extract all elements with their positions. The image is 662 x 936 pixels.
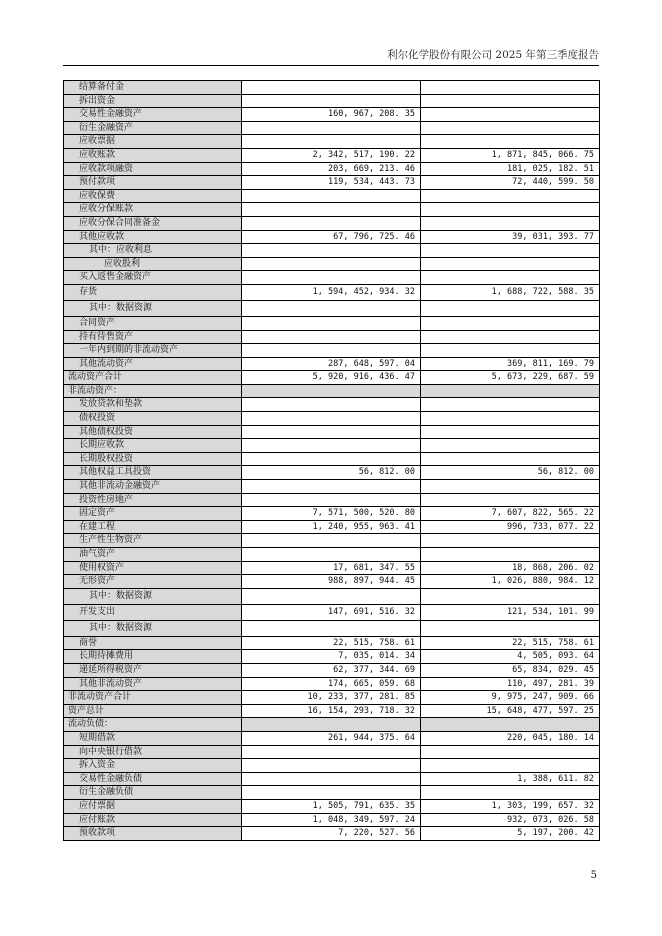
- row-label: 其他权益工具投资: [64, 466, 242, 480]
- row-label: 应收股利: [64, 257, 242, 271]
- document-header: 利尔化学股份有限公司 2025 年第三季度报告: [387, 49, 599, 61]
- current-period-value: 988, 897, 944. 45: [242, 575, 421, 589]
- row-label: 预收款项: [64, 827, 242, 841]
- row-label: 买入返售金融资产: [64, 271, 242, 285]
- row-label: 非流动资产：: [64, 384, 242, 398]
- table-row: [64, 534, 600, 548]
- current-period-value: [242, 620, 421, 636]
- row-label: 预付款项: [64, 176, 242, 190]
- table-row: [64, 691, 600, 705]
- row-label: 其中：应收利息: [64, 244, 242, 258]
- table-row: [64, 677, 600, 691]
- current-period-value: 7, 571, 500, 520. 80: [242, 507, 421, 521]
- prior-period-value: [421, 300, 600, 316]
- current-period-value: 160, 967, 208. 35: [242, 108, 421, 122]
- prior-period-value: [421, 480, 600, 494]
- table-row: [64, 284, 600, 300]
- prior-period-value: [421, 384, 600, 398]
- prior-period-value: [421, 257, 600, 271]
- current-period-value: 147, 691, 516. 32: [242, 604, 421, 620]
- current-period-value: [242, 121, 421, 135]
- prior-period-value: 5, 673, 229, 687. 59: [421, 371, 600, 385]
- current-period-value: 67, 796, 725. 46: [242, 230, 421, 244]
- current-period-value: [242, 439, 421, 453]
- prior-period-value: [421, 439, 600, 453]
- row-label: 其中：数据资源: [64, 300, 242, 316]
- row-label: 存货: [64, 284, 242, 300]
- table-row: [64, 135, 600, 149]
- current-period-value: 174, 665, 059. 68: [242, 677, 421, 691]
- row-label: 在建工程: [64, 520, 242, 534]
- row-label: 递延所得税资产: [64, 663, 242, 677]
- row-label: 应收账款: [64, 148, 242, 162]
- current-period-value: [242, 257, 421, 271]
- prior-period-value: [421, 425, 600, 439]
- current-period-value: [242, 81, 421, 95]
- current-period-value: [242, 412, 421, 426]
- prior-period-value: [421, 493, 600, 507]
- table-row: [64, 244, 600, 258]
- table-row: [64, 398, 600, 412]
- table-row: [64, 271, 600, 285]
- current-period-value: 56, 812. 00: [242, 466, 421, 480]
- row-label: 应收分保合同准备金: [64, 216, 242, 230]
- table-row: [64, 316, 600, 330]
- row-label: 商誉: [64, 636, 242, 650]
- row-label: 合同资产: [64, 316, 242, 330]
- row-label: 其他应收款: [64, 230, 242, 244]
- row-label: 资产总计: [64, 704, 242, 718]
- table-row: [64, 257, 600, 271]
- prior-period-value: 4, 505, 093. 64: [421, 650, 600, 664]
- table-row: [64, 548, 600, 562]
- current-period-value: 287, 648, 597. 04: [242, 357, 421, 371]
- current-period-value: 7, 035, 014. 34: [242, 650, 421, 664]
- table-row: [64, 520, 600, 534]
- table-row: [64, 384, 600, 398]
- current-period-value: [242, 745, 421, 759]
- prior-period-value: [421, 759, 600, 773]
- current-period-value: [242, 480, 421, 494]
- table-row: [64, 813, 600, 827]
- row-label: 其他非流动金融资产: [64, 480, 242, 494]
- table-row: [64, 704, 600, 718]
- prior-period-value: 9, 975, 247, 909. 66: [421, 691, 600, 705]
- table-row: [64, 745, 600, 759]
- row-label: 其他债权投资: [64, 425, 242, 439]
- table-row: [64, 439, 600, 453]
- row-label: 应收票据: [64, 135, 242, 149]
- current-period-value: 1, 240, 955, 963. 41: [242, 520, 421, 534]
- current-period-value: [242, 548, 421, 562]
- current-period-value: 7, 220, 527. 56: [242, 827, 421, 841]
- prior-period-value: [421, 81, 600, 95]
- table-row: [64, 718, 600, 732]
- table-row: [64, 81, 600, 95]
- table-row: [64, 466, 600, 480]
- table-row: [64, 561, 600, 575]
- row-label: 油气资产: [64, 548, 242, 562]
- table-row: [64, 480, 600, 494]
- row-label: 其中：数据资源: [64, 620, 242, 636]
- table-row: [64, 344, 600, 358]
- table-row: [64, 493, 600, 507]
- current-period-value: 17, 681, 347. 55: [242, 561, 421, 575]
- current-period-value: [242, 271, 421, 285]
- table-row: [64, 731, 600, 745]
- prior-period-value: [421, 412, 600, 426]
- prior-period-value: 996, 733, 077. 22: [421, 520, 600, 534]
- table-row: [64, 663, 600, 677]
- table-row: [64, 230, 600, 244]
- prior-period-value: [421, 108, 600, 122]
- prior-period-value: 1, 388, 611. 82: [421, 772, 600, 786]
- current-period-value: [242, 244, 421, 258]
- row-label: 拆出资金: [64, 94, 242, 108]
- current-period-value: 62, 377, 344. 69: [242, 663, 421, 677]
- prior-period-value: [421, 344, 600, 358]
- row-label: 固定资产: [64, 507, 242, 521]
- prior-period-value: 56, 812. 00: [421, 466, 600, 480]
- row-label: 其他流动资产: [64, 357, 242, 371]
- table-row: [64, 799, 600, 813]
- prior-period-value: [421, 548, 600, 562]
- row-label: 其中：数据资源: [64, 588, 242, 604]
- current-period-value: 203, 669, 213. 46: [242, 162, 421, 176]
- current-period-value: [242, 759, 421, 773]
- prior-period-value: 39, 031, 393. 77: [421, 230, 600, 244]
- header-rule: [63, 65, 599, 66]
- row-label: 衍生金融负债: [64, 786, 242, 800]
- prior-period-value: 1, 303, 199, 657. 32: [421, 799, 600, 813]
- row-label: 结算备付金: [64, 81, 242, 95]
- current-period-value: 119, 534, 443. 73: [242, 176, 421, 190]
- row-label: 债权投资: [64, 412, 242, 426]
- current-period-value: 261, 944, 375. 64: [242, 731, 421, 745]
- prior-period-value: 18, 868, 206. 02: [421, 561, 600, 575]
- table-row: [64, 121, 600, 135]
- current-period-value: [242, 94, 421, 108]
- current-period-value: [242, 772, 421, 786]
- row-label: 交易性金融负债: [64, 772, 242, 786]
- table-row: [64, 108, 600, 122]
- row-label: 长期待摊费用: [64, 650, 242, 664]
- prior-period-value: [421, 271, 600, 285]
- current-period-value: 22, 515, 758. 61: [242, 636, 421, 650]
- current-period-value: [242, 786, 421, 800]
- table-row: [64, 330, 600, 344]
- prior-period-value: [421, 745, 600, 759]
- table-row: [64, 620, 600, 636]
- prior-period-value: 1, 688, 722, 588. 35: [421, 284, 600, 300]
- prior-period-value: [421, 718, 600, 732]
- table-row: [64, 650, 600, 664]
- prior-period-value: 181, 025, 182. 51: [421, 162, 600, 176]
- current-period-value: 1, 048, 349, 597. 24: [242, 813, 421, 827]
- table-row: [64, 203, 600, 217]
- prior-period-value: 15, 648, 477, 597. 25: [421, 704, 600, 718]
- current-period-value: 5, 920, 916, 436. 47: [242, 371, 421, 385]
- table-row: [64, 189, 600, 203]
- current-period-value: [242, 452, 421, 466]
- prior-period-value: [421, 588, 600, 604]
- current-period-value: [242, 718, 421, 732]
- prior-period-value: [421, 135, 600, 149]
- prior-period-value: 110, 497, 281. 39: [421, 677, 600, 691]
- prior-period-value: [421, 189, 600, 203]
- prior-period-value: 72, 440, 599. 50: [421, 176, 600, 190]
- prior-period-value: 369, 811, 169. 79: [421, 357, 600, 371]
- row-label: 投资性房地产: [64, 493, 242, 507]
- current-period-value: [242, 534, 421, 548]
- row-label: 应收分保账款: [64, 203, 242, 217]
- table-row: [64, 425, 600, 439]
- current-period-value: 16, 154, 293, 718. 32: [242, 704, 421, 718]
- prior-period-value: [421, 203, 600, 217]
- table-row: [64, 357, 600, 371]
- prior-period-value: [421, 330, 600, 344]
- current-period-value: [242, 588, 421, 604]
- row-label: 持有待售资产: [64, 330, 242, 344]
- table-row: [64, 162, 600, 176]
- row-label: 应收保费: [64, 189, 242, 203]
- prior-period-value: 932, 073, 026. 58: [421, 813, 600, 827]
- row-label: 应付票据: [64, 799, 242, 813]
- table-row: [64, 507, 600, 521]
- row-label: 一年内到期的非流动资产: [64, 344, 242, 358]
- table-row: [64, 827, 600, 841]
- row-label: 短期借款: [64, 731, 242, 745]
- row-label: 应付账款: [64, 813, 242, 827]
- page-number: 5: [590, 870, 597, 881]
- current-period-value: [242, 135, 421, 149]
- current-period-value: [242, 384, 421, 398]
- table-row: [64, 759, 600, 773]
- prior-period-value: 1, 026, 880, 984. 12: [421, 575, 600, 589]
- table-row: [64, 216, 600, 230]
- row-label: 生产性生物资产: [64, 534, 242, 548]
- row-label: 向中央银行借款: [64, 745, 242, 759]
- current-period-value: [242, 189, 421, 203]
- row-label: 使用权资产: [64, 561, 242, 575]
- prior-period-value: 1, 871, 845, 066. 75: [421, 148, 600, 162]
- prior-period-value: 65, 834, 029. 45: [421, 663, 600, 677]
- prior-period-value: [421, 398, 600, 412]
- prior-period-value: 22, 515, 758. 61: [421, 636, 600, 650]
- prior-period-value: 121, 534, 101. 99: [421, 604, 600, 620]
- table-row: [64, 300, 600, 316]
- row-label: 流动负债：: [64, 718, 242, 732]
- prior-period-value: [421, 620, 600, 636]
- row-label: 非流动资产合计: [64, 691, 242, 705]
- table-row: [64, 412, 600, 426]
- prior-period-value: [421, 316, 600, 330]
- table-row: [64, 575, 600, 589]
- row-label: 无形资产: [64, 575, 242, 589]
- table-row: [64, 636, 600, 650]
- row-label: 应收款项融资: [64, 162, 242, 176]
- current-period-value: [242, 344, 421, 358]
- prior-period-value: 220, 045, 180. 14: [421, 731, 600, 745]
- row-label: 衍生金融资产: [64, 121, 242, 135]
- prior-period-value: 7, 607, 822, 565. 22: [421, 507, 600, 521]
- row-label: 拆入资金: [64, 759, 242, 773]
- prior-period-value: [421, 534, 600, 548]
- prior-period-value: [421, 786, 600, 800]
- table-row: [64, 772, 600, 786]
- row-label: 发放贷款和垫款: [64, 398, 242, 412]
- prior-period-value: [421, 244, 600, 258]
- current-period-value: [242, 216, 421, 230]
- prior-period-value: [421, 121, 600, 135]
- table-row: [64, 148, 600, 162]
- row-label: 流动资产合计: [64, 371, 242, 385]
- table-row: [64, 94, 600, 108]
- prior-period-value: [421, 216, 600, 230]
- balance-sheet-table: [63, 80, 600, 841]
- current-period-value: 2, 342, 517, 190. 22: [242, 148, 421, 162]
- current-period-value: [242, 300, 421, 316]
- current-period-value: [242, 425, 421, 439]
- row-label: 长期应收款: [64, 439, 242, 453]
- current-period-value: [242, 398, 421, 412]
- table-row: [64, 452, 600, 466]
- table-row: [64, 588, 600, 604]
- table-row: [64, 176, 600, 190]
- current-period-value: [242, 316, 421, 330]
- current-period-value: [242, 330, 421, 344]
- current-period-value: [242, 203, 421, 217]
- prior-period-value: [421, 94, 600, 108]
- prior-period-value: [421, 452, 600, 466]
- prior-period-value: 5, 197, 200. 42: [421, 827, 600, 841]
- table-row: [64, 786, 600, 800]
- current-period-value: 1, 594, 452, 934. 32: [242, 284, 421, 300]
- current-period-value: [242, 493, 421, 507]
- table-row: [64, 371, 600, 385]
- table-row: [64, 604, 600, 620]
- row-label: 开发支出: [64, 604, 242, 620]
- row-label: 长期股权投资: [64, 452, 242, 466]
- row-label: 交易性金融资产: [64, 108, 242, 122]
- row-label: 其他非流动资产: [64, 677, 242, 691]
- current-period-value: 1, 505, 791, 635. 35: [242, 799, 421, 813]
- current-period-value: 10, 233, 377, 281. 85: [242, 691, 421, 705]
